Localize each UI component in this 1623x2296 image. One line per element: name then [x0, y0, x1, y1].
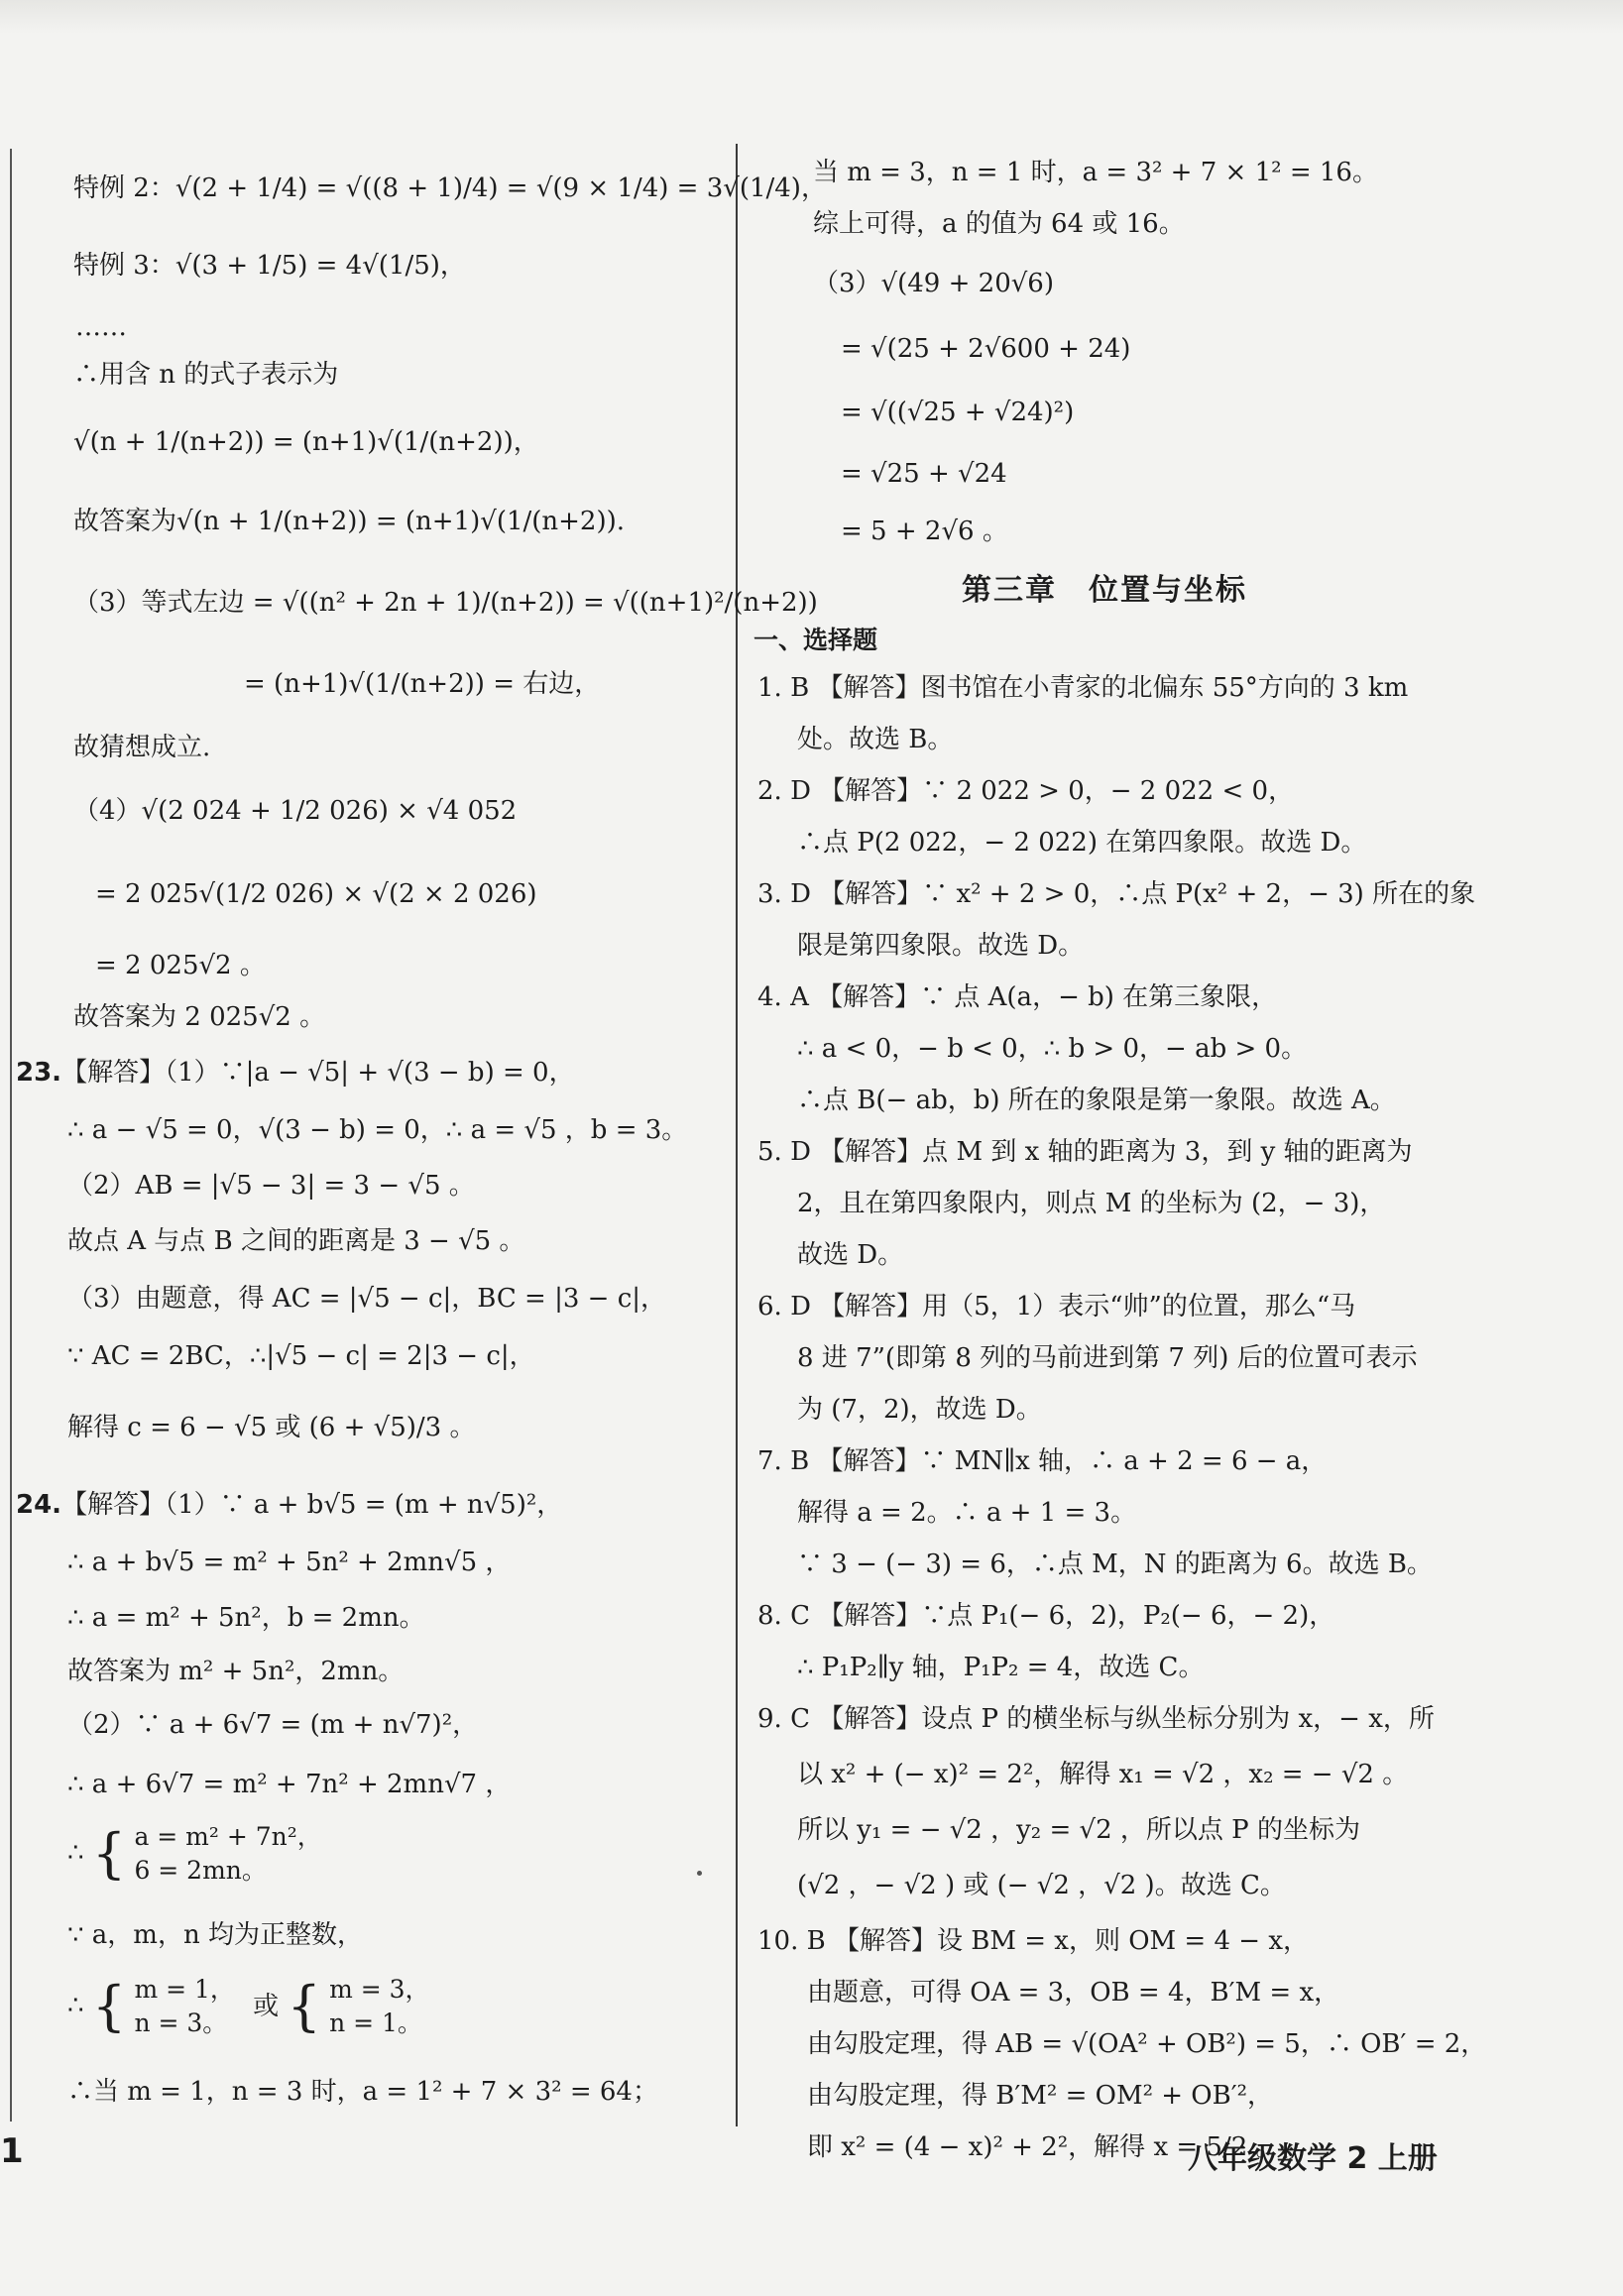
answer-9-b: 以 x² + (− x)² = 2²，解得 x₁ = √2 ，x₂ = − √2 。 — [797, 1760, 1409, 1789]
part3-right-side: = (n+1)√(1/(n+2)) = 右边， — [244, 669, 601, 699]
part3-left-side: （3）等式左边 = √((n² + 2n + 1)/(n+2)) = √((n+1)²/(n+2)) — [73, 588, 818, 618]
q24-line6: ∴ a + 6√7 = m² + 7n² + 2mn√7 ， — [67, 1770, 512, 1799]
system-2-equations — [134, 1973, 234, 2040]
left-brace-2: { — [91, 1975, 127, 2037]
system-2-eq2: n = 3。 — [134, 2009, 228, 2037]
answer-8: 8. C 【解答】∵点 P₁(− 6，2)，P₂(− 6，− 2)， — [757, 1601, 1335, 1631]
section-title: 一、选择题 — [754, 626, 878, 654]
answer-2-b: ∴点 P(2 022，− 2 022) 在第四象限。故选 D。 — [797, 828, 1367, 858]
system-1-eq2: 6 = 2mn。 — [134, 1856, 267, 1885]
left-margin-rule — [10, 149, 12, 2122]
q24-line1: 【解答】（1）∵ a + b√5 = (m + n√5)²， — [61, 1490, 563, 1520]
or-word: 或 — [253, 1992, 280, 2021]
example-3-tail: ， — [439, 251, 466, 281]
answer-line: 故答案为√(n + 1/(n+2)) = (n+1)√(1/(n+2)). — [73, 507, 626, 536]
page-number: 1 — [0, 2131, 24, 2171]
q24-system-2 — [67, 1973, 430, 2052]
question-23-number: 23. — [16, 1058, 62, 1088]
q24-line5: （2）∵ a + 6√7 = (m + n√7)²， — [67, 1710, 479, 1740]
question-23 — [16, 1055, 575, 1092]
r-line1: 当 m = 3，n = 1 时，a = 3² + 7 × 1² = 16。 — [813, 158, 1378, 187]
answer-9-c: 所以 y₁ = − √2 ，y₂ = √2 ，所以点 P 的坐标为 — [797, 1815, 1360, 1845]
example-2-label: 特例 2： — [73, 173, 175, 203]
answer-10-d: 由勾股定理，得 B′M² = OM² + OB′²， — [807, 2081, 1274, 2111]
answer-2: 2. D 【解答】∵ 2 022 > 0，− 2 022 < 0， — [757, 776, 1295, 806]
answer-1-b: 处。故选 B。 — [797, 725, 954, 754]
r-line7: = 5 + 2√6 。 — [841, 517, 1008, 546]
r-line5: = √((√25 + √24)²) — [841, 398, 1075, 427]
system-3-eq2: n = 1。 — [329, 2009, 422, 2037]
example-2-expr: √(2 + 1/4) = √((8 + 1)/4) = √(9 × 1/4) = 3√(1/4) — [174, 173, 801, 203]
r-line3: （3）√(49 + 20√6) — [813, 269, 1054, 298]
r-line6: = √25 + √24 — [841, 459, 1007, 489]
answer-5: 5. D 【解答】点 M 到 x 轴的距离为 3，到 y 轴的距离为 — [757, 1137, 1413, 1167]
answer-10-e: 即 x² = (4 − x)² + 2²，解得 x = 5/2 。 — [807, 2132, 1282, 2162]
answer-3-b: 限是第四象限。故选 D。 — [797, 931, 1085, 961]
therefore-symbol: ∴ — [67, 1838, 84, 1868]
answer-6-b: 8 进 7”(即第 8 列的马前进到第 7 列) 后的位置可表示 — [797, 1343, 1418, 1373]
answer-10-c: 由勾股定理，得 AB = √(OA² + OB²) = 5，∴ OB′ = 2， — [807, 2029, 1487, 2059]
answer-6: 6. D 【解答】用（5，1）表示“帅”的位置，那么“马 — [757, 1292, 1356, 1321]
system-2-eq1: m = 1， — [134, 1975, 235, 2004]
example-2-tail: ， — [800, 173, 827, 203]
system-3-equations — [329, 1973, 429, 2040]
part4-step2: = 2 025√2 。 — [95, 951, 266, 980]
answer-9: 9. C 【解答】设点 P 的横坐标与纵坐标分别为 x，− x，所 — [757, 1704, 1435, 1734]
answer-4-c: ∴点 B(− ab，b) 所在的象限是第一象限。故选 A。 — [797, 1086, 1396, 1115]
part4-expr: （4）√(2 024 + 1/2 026) × √4 052 — [73, 796, 518, 826]
column-divider — [736, 144, 738, 2126]
example-3-expr: √(3 + 1/5) = 4√(1/5) — [174, 251, 440, 281]
part4-answer: 故答案为 2 025√2 。 — [73, 1002, 326, 1032]
answer-6-c: 为 (7，2)，故选 D。 — [797, 1395, 1042, 1425]
answer-7-b: 解得 a = 2。∴ a + 1 = 3。 — [797, 1498, 1137, 1528]
left-brace: { — [91, 1822, 127, 1885]
answer-8-b: ∴ P₁P₂∥y 轴，P₁P₂ = 4，故选 C。 — [797, 1653, 1205, 1682]
example-2 — [73, 171, 827, 208]
system-1-equations — [134, 1820, 321, 1888]
answer-4-b: ∴ a < 0，− b < 0，∴ b > 0，− ab > 0。 — [797, 1034, 1308, 1064]
q24-system-1 — [67, 1820, 322, 1899]
q24-line2: ∴ a + b√5 = m² + 5n² + 2mn√5 ， — [67, 1548, 512, 1577]
q23-line2: ∴ a − √5 = 0，√(3 − b) = 0，∴ a = √5 ，b = 3。 — [67, 1115, 688, 1145]
general-form: √(n + 1/(n+2)) = (n+1)√(1/(n+2))， — [73, 427, 539, 457]
answer-3: 3. D 【解答】∵ x² + 2 > 0，∴点 P(x² + 2，− 3) 所在的象 — [757, 879, 1476, 909]
answer-5-b: 2，且在第四象限内，则点 M 的坐标为 (2，− 3)， — [797, 1189, 1386, 1218]
answer-5-c: 故选 D。 — [797, 1240, 904, 1270]
stray-dot — [697, 1871, 702, 1876]
system-1-eq1: a = m² + 7n²， — [134, 1822, 322, 1851]
answer-1: 1. B 【解答】图书馆在小青家的北偏东 55°方向的 3 km — [757, 673, 1409, 703]
q23-line6: ∵ AC = 2BC，∴|√5 − c| = 2|3 − c|， — [67, 1341, 535, 1371]
example-3 — [73, 248, 466, 286]
footer-book-label: 八年级数学 2 上册 — [1188, 2141, 1438, 2176]
question-24 — [16, 1487, 562, 1525]
left-brace-3: { — [287, 1975, 321, 2037]
conjecture-holds: 故猜想成立. — [73, 733, 211, 762]
q23-line5: （3）由题意，得 AC = |√5 − c|，BC = |3 − c|， — [67, 1284, 667, 1314]
example-3-label: 特例 3： — [73, 251, 175, 281]
chapter-title: 第三章 位置与坐标 — [962, 573, 1247, 608]
system-3-eq1: m = 3， — [329, 1975, 430, 2004]
q24-line4: 故答案为 m² + 5n²，2mn。 — [67, 1657, 405, 1686]
q24-line3: ∴ a = m² + 5n²，b = 2mn。 — [67, 1603, 425, 1633]
q24-line10: ∴当 m = 1，n = 3 时，a = 1² + 7 × 3² = 64； — [67, 2077, 658, 2107]
part4-step1: = 2 025√(1/2 026) × √(2 × 2 026) — [95, 879, 537, 909]
r-line4: = √(25 + 2√600 + 24) — [841, 334, 1131, 364]
answer-4: 4. A 【解答】∵ 点 A(a，− b) 在第三象限， — [757, 982, 1278, 1012]
answer-10: 10. B 【解答】设 BM = x，则 OM = 4 − x， — [757, 1926, 1309, 1956]
q24-line8: ∵ a，m，n 均为正整数， — [67, 1920, 363, 1950]
r-line2: 综上可得，a 的值为 64 或 16。 — [813, 209, 1185, 239]
q23-line1: 【解答】（1）∵|a − √5| + √(3 − b) = 0， — [61, 1058, 575, 1088]
page-top-shade — [0, 0, 1623, 34]
therefore-symbol-2: ∴ — [67, 1991, 84, 2020]
q23-line4: 故点 A 与点 B 之间的距离是 3 − √5 。 — [67, 1226, 525, 1256]
answer-7: 7. B 【解答】∵ MN∥x 轴，∴ a + 2 = 6 − a， — [757, 1446, 1328, 1476]
ellipsis: …… — [75, 312, 127, 342]
answer-10-b: 由题意，可得 OA = 3，OB = 4，B′M = x， — [807, 1978, 1340, 2008]
general-form-intro: ∴用含 n 的式子表示为 — [73, 360, 339, 390]
q23-line3: （2）AB = |√5 − 3| = 3 − √5 。 — [67, 1171, 475, 1201]
q23-line7: 解得 c = 6 − √5 或 (6 + √5)/3 。 — [67, 1413, 476, 1442]
answer-9-d: (√2 ，− √2 ) 或 (− √2 ，√2 )。故选 C。 — [797, 1871, 1286, 1900]
question-24-number: 24. — [16, 1490, 62, 1520]
answer-7-c: ∵ 3 − (− 3) = 6，∴点 M，N 的距离为 6。故选 B。 — [797, 1550, 1433, 1579]
